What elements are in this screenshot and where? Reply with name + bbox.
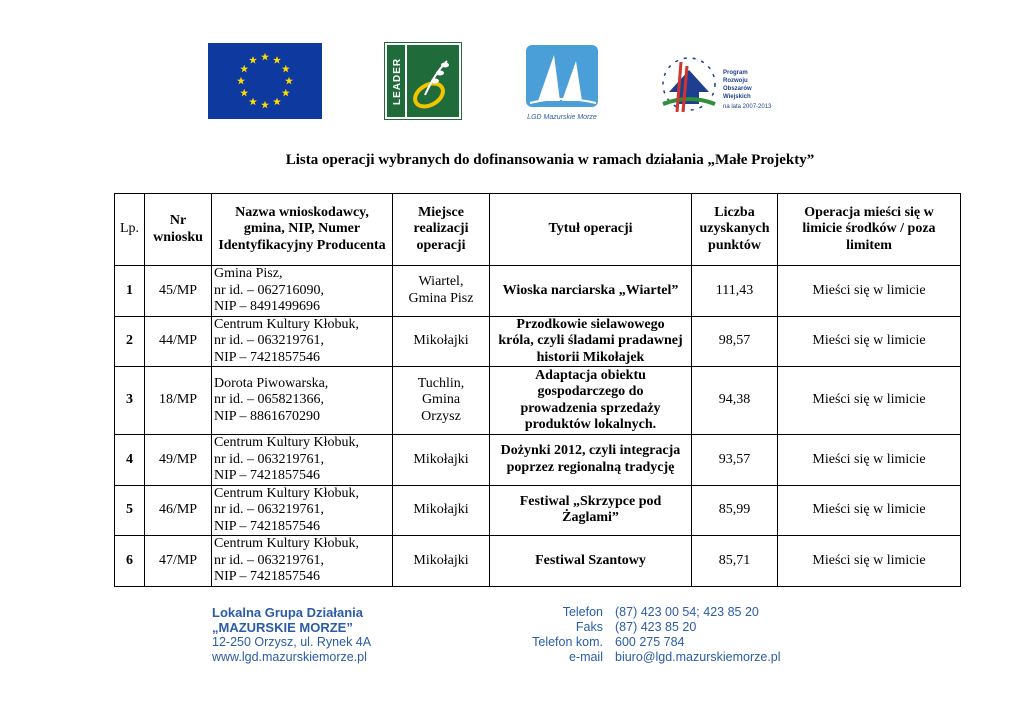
cell-miejsce: Tuchlin, Gmina Orzysz — [393, 367, 490, 435]
leader-emblem-icon — [385, 43, 461, 119]
footer-address: 12-250 Orzysz, ul. Rynek 4A — [212, 635, 372, 649]
table-row — [115, 367, 961, 435]
cell-limit: Mieści się w limicie — [778, 536, 961, 587]
cell-nr: 18/MP — [145, 367, 212, 435]
cell-nazwa: Centrum Kultury Kłobuk, nr id. – 063219761, NIP – 7421857546 — [212, 316, 393, 367]
prow-logo — [655, 42, 775, 122]
footer-label-phone: Telefon — [562, 605, 603, 619]
cell-lp: 2 — [115, 316, 145, 367]
cell-nazwa: Centrum Kultury Kłobuk, nr id. – 063219761, NIP – 7421857546 — [212, 485, 393, 536]
svg-text:LGD Mazurskie Morze: LGD Mazurskie Morze — [527, 114, 597, 121]
cell-tytul: Festiwal „Skrzypce pod Żaglami” — [490, 485, 692, 536]
cell-tytul: Wioska narciarska „Wiartel” — [490, 266, 692, 317]
footer-contact-labels — [500, 605, 603, 665]
cell-punkty: 111,43 — [692, 266, 778, 317]
svg-text:LEADER: LEADER — [392, 57, 403, 105]
header-operacja: Operacja mieści się w limicie środków / poza limitem — [778, 194, 961, 266]
eu-star-icon — [249, 98, 257, 106]
cell-lp: 3 — [115, 367, 145, 435]
footer-org-name: Lokalna Grupa Działania — [212, 605, 363, 620]
cell-limit: Mieści się w limicie — [778, 266, 961, 317]
cell-punkty: 85,99 — [692, 485, 778, 536]
cell-tytul: Przodkowie sielawowego króla, czyli śladami pradawnej historii Mikołajek — [490, 316, 692, 367]
footer-fax: (87) 423 85 20 — [615, 620, 697, 634]
eu-star-icon — [282, 89, 290, 97]
cell-tytul: Festiwal Szantowy — [490, 536, 692, 587]
footer-phone: (87) 423 00 54; 423 85 20 — [615, 605, 759, 619]
eu-star-icon — [261, 101, 269, 109]
leader-logo — [384, 42, 462, 120]
header-nr: Nr wniosku — [145, 194, 212, 266]
footer-org-name-2: „MAZURSKIE MORZE” — [212, 620, 353, 635]
cell-miejsce: Mikołajki — [393, 435, 490, 486]
document-title: Lista operacji wybranych do dofinansowania w ramach działania „Małe Projekty” — [285, 152, 815, 168]
operations-table — [114, 193, 961, 587]
table-row — [115, 435, 961, 486]
cell-nazwa: Centrum Kultury Kłobuk, nr id. – 063219761, NIP – 7421857546 — [212, 536, 393, 587]
eu-star-icon — [249, 56, 257, 64]
table-row — [115, 536, 961, 587]
eu-star-icon — [261, 53, 269, 61]
cell-nr: 49/MP — [145, 435, 212, 486]
eu-stars-icon — [208, 43, 322, 119]
footer-email-link[interactable]: biuro@lgd.mazurskiemorze.pl — [615, 650, 781, 664]
eu-star-icon — [273, 98, 281, 106]
cell-lp: 5 — [115, 485, 145, 536]
prow-text: Program Rozwoju Obszarów Wiejskich na lata 2007-2013 — [723, 70, 772, 110]
cell-limit: Mieści się w limicie — [778, 367, 961, 435]
cell-nr: 44/MP — [145, 316, 212, 367]
table-header-row — [115, 194, 961, 266]
cell-nr: 46/MP — [145, 485, 212, 536]
eu-star-icon — [237, 77, 245, 85]
sailboats-icon — [524, 43, 600, 123]
cell-punkty: 98,57 — [692, 316, 778, 367]
cell-miejsce: Mikołajki — [393, 316, 490, 367]
cell-tytul: Adaptacja obiektu gospodarczego do prowadzenia sprzedaży produktów lokalnych. — [490, 367, 692, 435]
table-row — [115, 316, 961, 367]
header-tytul: Tytuł operacji — [490, 194, 692, 266]
header-miejsce: Miejsce realizacji operacji — [393, 194, 490, 266]
eu-flag-logo — [208, 43, 322, 119]
cell-punkty: 93,57 — [692, 435, 778, 486]
table-row — [115, 266, 961, 317]
footer-label-email: e-mail — [568, 650, 603, 664]
cell-nr: 45/MP — [145, 266, 212, 317]
eu-star-icon — [240, 89, 248, 97]
cell-miejsce: Mikołajki — [393, 536, 490, 587]
prow-emblem-icon — [655, 42, 775, 122]
cell-punkty: 94,38 — [692, 367, 778, 435]
cell-punkty: 85,71 — [692, 536, 778, 587]
cell-limit: Mieści się w limicie — [778, 316, 961, 367]
cell-limit: Mieści się w limicie — [778, 435, 961, 486]
footer-contact-values — [615, 605, 781, 665]
cell-tytul: Dożynki 2012, czyli integracja poprzez regionalną tradycję — [490, 435, 692, 486]
footer-label-fax: Faks — [575, 620, 603, 634]
cell-limit: Mieści się w limicie — [778, 485, 961, 536]
eu-star-icon — [285, 77, 293, 85]
cell-nr: 47/MP — [145, 536, 212, 587]
eu-star-icon — [273, 56, 281, 64]
table-row — [115, 485, 961, 536]
cell-lp: 1 — [115, 266, 145, 317]
cell-lp: 4 — [115, 435, 145, 486]
footer-website-link[interactable]: www.lgd.mazurskiemorze.pl — [212, 650, 367, 664]
lgd-mazurskie-morze-logo — [524, 43, 600, 123]
header-lp: Lp. — [115, 194, 145, 266]
header-nazwa: Nazwa wnioskodawcy, gmina, NIP, Numer Identyfikacyjny Producenta — [212, 194, 393, 266]
eu-star-icon — [282, 65, 290, 73]
cell-lp: 6 — [115, 536, 145, 587]
eu-star-icon — [240, 65, 248, 73]
cell-miejsce: Mikołajki — [393, 485, 490, 536]
header-liczba: Liczba uzyskanych punktów — [692, 194, 778, 266]
footer-mobile: 600 275 784 — [615, 635, 685, 649]
footer-label-mobile: Telefon kom. — [532, 635, 603, 649]
cell-nazwa: Dorota Piwowarska, nr id. – 065821366, NIP – 8861670290 — [212, 367, 393, 435]
footer-organization — [212, 605, 371, 665]
cell-miejsce: Wiartel, Gmina Pisz — [393, 266, 490, 317]
cell-nazwa: Gmina Pisz, nr id. – 062716090, NIP – 8491499696 — [212, 266, 393, 317]
cell-nazwa: Centrum Kultury Kłobuk, nr id. – 063219761, NIP – 7421857546 — [212, 435, 393, 486]
